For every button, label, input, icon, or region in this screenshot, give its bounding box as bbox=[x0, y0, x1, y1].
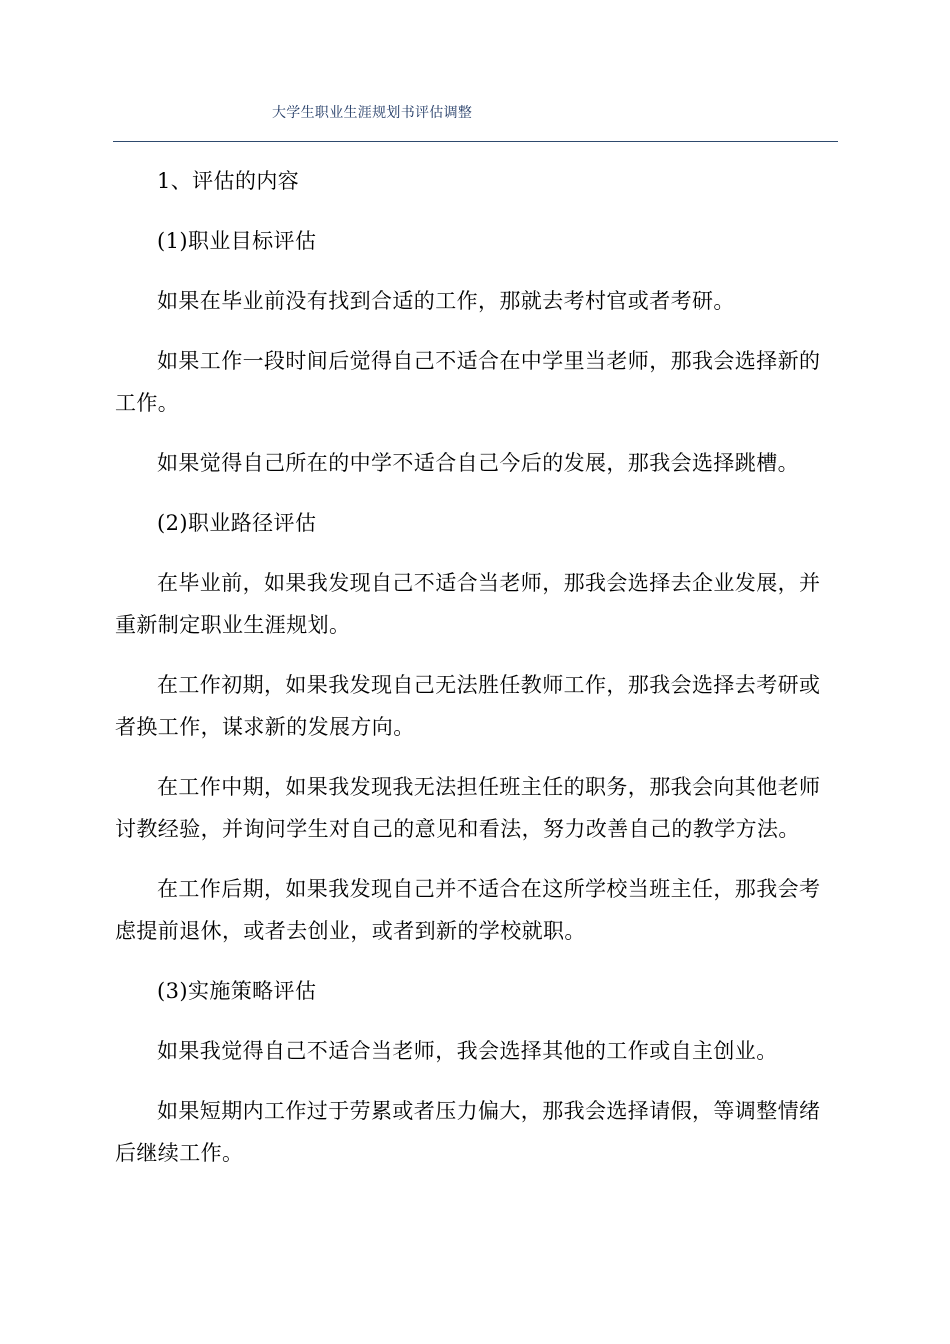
paragraph: 如果在毕业前没有找到合适的工作，那就去考村官或者考研。 bbox=[157, 289, 735, 313]
header-divider bbox=[113, 141, 838, 142]
section-heading: 1、评估的内容 bbox=[157, 169, 300, 193]
subsection-heading: (3)实施策略评估 bbox=[157, 979, 317, 1003]
paragraph: 如果短期内工作过于劳累或者压力偏大，那我会选择请假，等调整情绪后继续工作。 bbox=[115, 1099, 821, 1165]
subsection-heading: (1)职业目标评估 bbox=[157, 229, 317, 253]
paragraph: 在工作初期，如果我发现自己无法胜任教师工作，那我会选择去考研或者换工作，谋求新的发展方向。 bbox=[115, 673, 821, 739]
paragraph: 如果我觉得自己不适合当老师，我会选择其他的工作或自主创业。 bbox=[157, 1039, 778, 1063]
document-body bbox=[115, 160, 840, 1192]
paragraph: 在工作后期，如果我发现自己并不适合在这所学校当班主任，那我会考虑提前退休，或者去创业，或者到新的学校就职。 bbox=[115, 877, 821, 943]
subsection-heading: (2)职业路径评估 bbox=[157, 511, 317, 535]
document-header-title: 大学生职业生涯规划书评估调整 bbox=[272, 105, 473, 121]
paragraph: 在毕业前，如果我发现自己不适合当老师，那我会选择去企业发展，并重新制定职业生涯规划。 bbox=[115, 571, 821, 637]
paragraph: 如果工作一段时间后觉得自己不适合在中学里当老师，那我会选择新的工作。 bbox=[115, 349, 821, 415]
paragraph: 如果觉得自己所在的中学不适合自己今后的发展，那我会选择跳槽。 bbox=[157, 451, 799, 475]
paragraph: 在工作中期，如果我发现我无法担任班主任的职务，那我会向其他老师讨教经验，并询问学生对自己的意见和看法，努力改善自己的教学方法。 bbox=[115, 775, 821, 841]
